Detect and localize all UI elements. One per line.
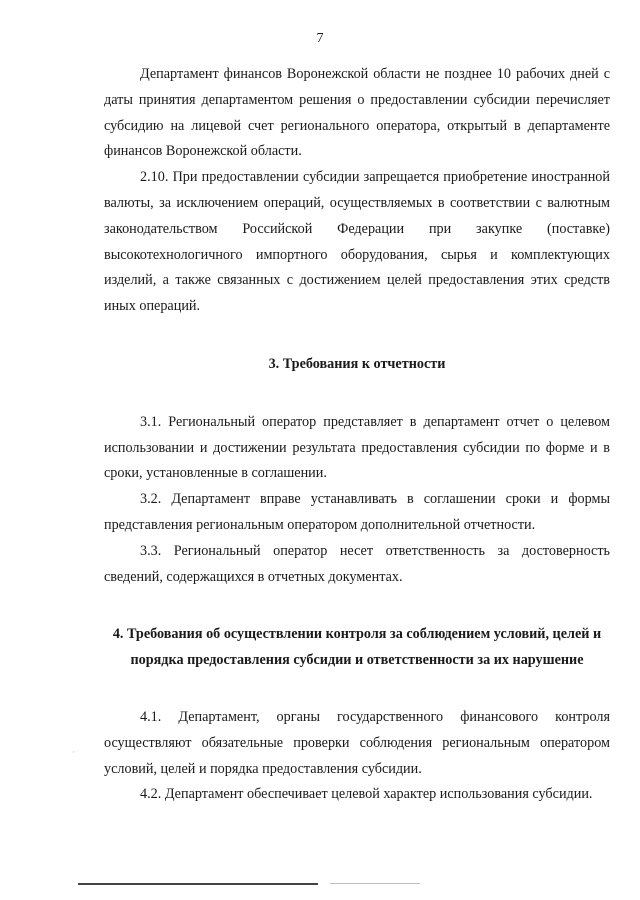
scan-edge-line: [78, 883, 318, 885]
paragraph-3-2: 3.2. Департамент вправе устанавливать в соглашении сроки и формы представления региональным оператором дополнительной отчетности.: [104, 491, 610, 533]
page-number: 7: [316, 31, 324, 46]
paragraph-3-1: 3.1. Региональный оператор представляет в департамент отчет о целевом использовании и достижении результата предоставления субсидии по форме и в сроки, установленные в соглашении.: [104, 413, 610, 482]
paragraph-2-10: 2.10. При предоставлении субсидии запрещается приобретение иностранной валюты, за исключением операций, осуществляемых в соответствии с валютным законодательством Российской Федерации при закупке (поставке) высокотехнологичного импортного оборудования, сырья и комплектующих изделий, а также связанных с достижением целей предоставления этих средств иных операций.: [104, 169, 610, 315]
section-4-heading: 4. Требования об осуществлении контроля за соблюдением условий, целей и порядка предоставления субсидии и ответственности за их нарушение: [112, 626, 602, 669]
paragraph-4-2: 4.2. Департамент обеспечивает целевой характер использования субсидии.: [140, 786, 593, 803]
document-body: [104, 62, 610, 808]
paragraph-transfer-subsidy: Департамент финансов Воронежской области не позднее 10 рабочих дней с даты принятия департаментом решения о предоставлении субсидии перечисляет субсидию на лицевой счет регионального оператора, открытый в департаменте финансов Воронежской области.: [104, 66, 610, 160]
spacer: [104, 320, 610, 352]
scan-edge-line-faint: [330, 883, 420, 884]
paragraph-4-1: 4.1. Департамент, органы государственного финансового контроля осуществляют обязательные проверки соблюдения региональным оператором условий, целей и порядка предоставления субсидии.: [104, 708, 610, 777]
margin-dot-mark: ·: [72, 747, 75, 757]
paragraph-3-3: 3.3. Региональный оператор несет ответственность за достоверность сведений, содержащихся в отчетных документах.: [104, 542, 610, 585]
spacer: [104, 674, 610, 705]
spacer: [104, 590, 610, 622]
section-3-heading: 3. Требования к отчетности: [268, 355, 446, 372]
spacer: [104, 378, 610, 410]
